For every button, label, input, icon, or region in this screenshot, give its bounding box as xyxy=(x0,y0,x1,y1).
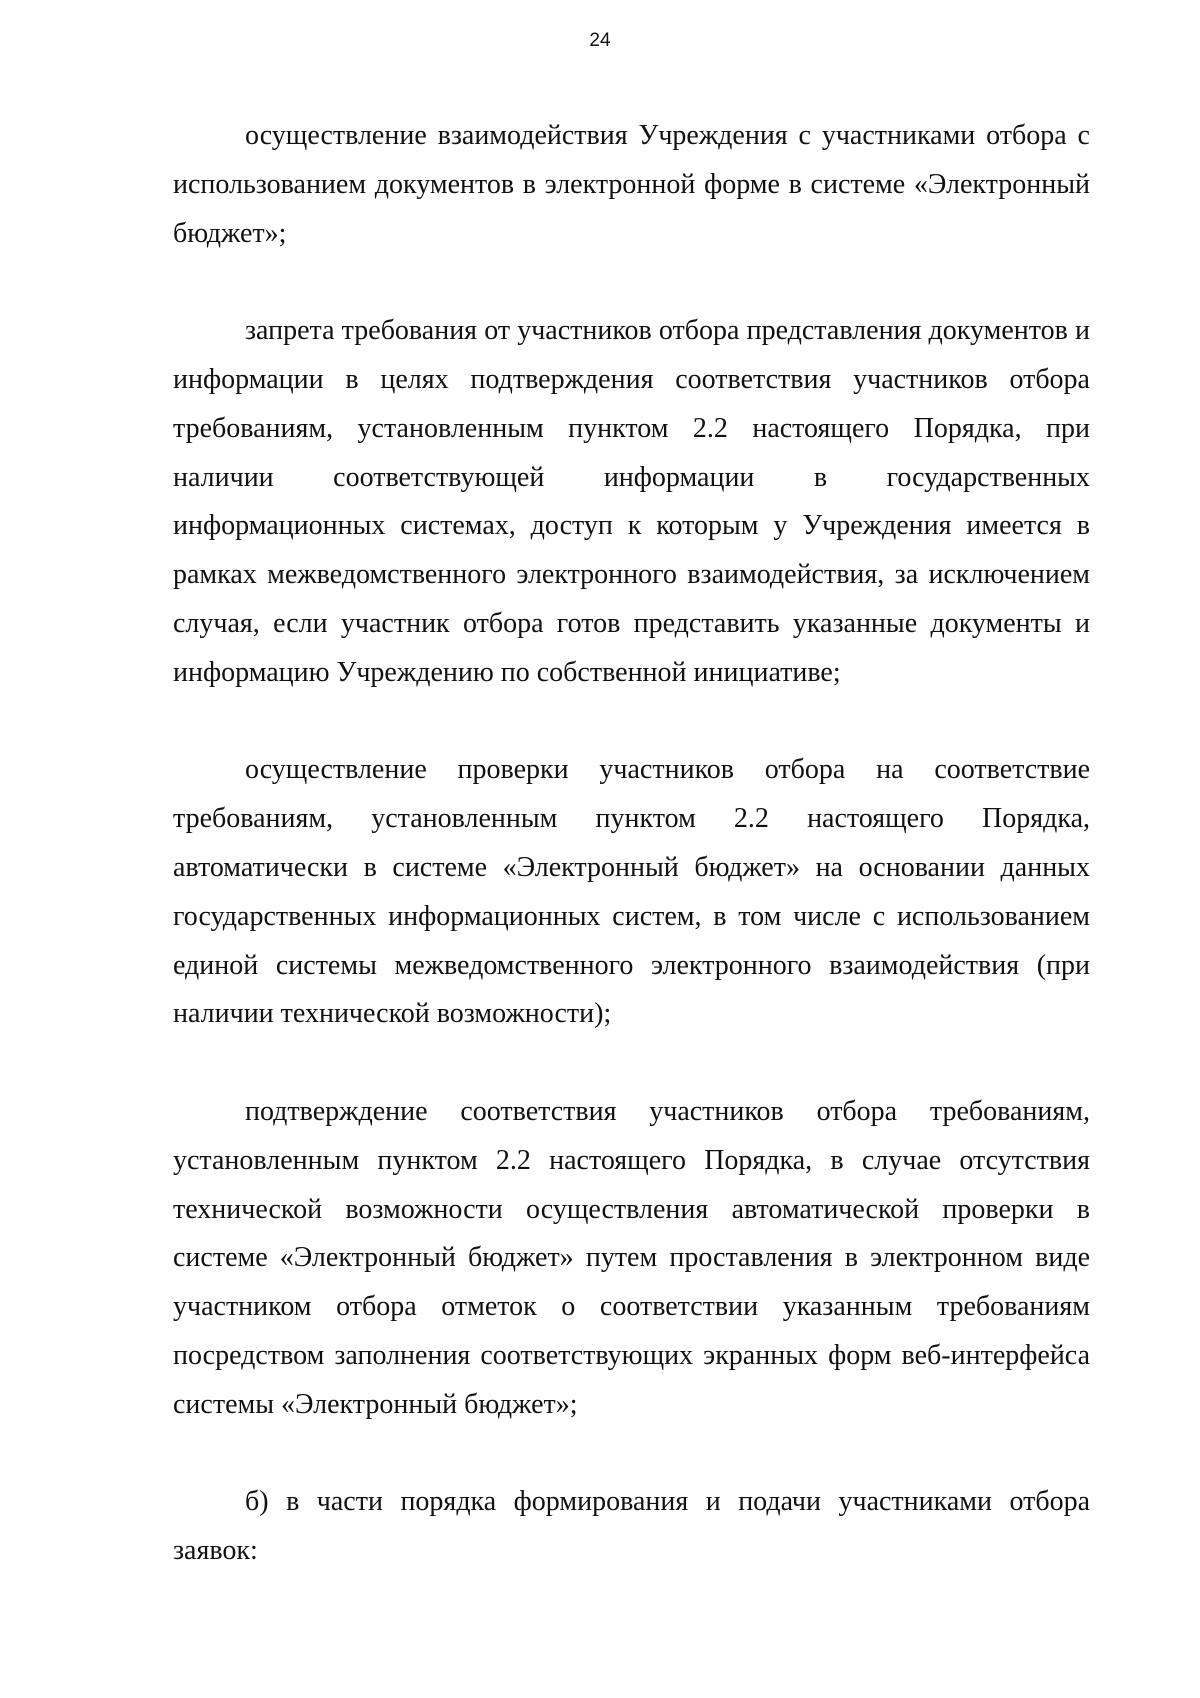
page-number: 24 xyxy=(589,30,611,51)
paragraph-applications: б) в части порядка формирования и подачи участниками отбора заявок: xyxy=(173,1486,1090,1567)
document-body xyxy=(173,112,1090,1576)
paragraph-interaction: осуществление взаимодействия Учреждения с участниками отбора с использованием документов в электронной форме в системе «Электронный бюджет»; xyxy=(173,120,1090,249)
paragraph-confirmation: подтверждение соответствия участников отбора требованиям, установленным пунктом 2.2 настоящего Порядка, в случае отсутствия технической возможности осуществления автоматической проверки в системе «Электронный бюджет» путем проставления в электронном виде участником отбора отметок о соответствии указанным требованиям посредством заполнения соответствующих экранных форм веб-интерфейса системы «Электронный бюджет»; xyxy=(173,1095,1090,1420)
paragraph-automatic-check: осуществление проверки участников отбора на соответствие требованиям, установленным пунктом 2.2 настоящего Порядка, автоматически в системе «Электронный бюджет» на основании данных государственных информационных систем, в том числе с использованием единой системы межведомственного электронного взаимодействия (при наличии технической возможности); xyxy=(173,754,1090,1030)
paragraph-prohibition: запрета требования от участников отбора представления документов и информации в целях подтверждения соответствия участников отбора требованиям, установленным пунктом 2.2 настоящего Порядка, при наличии соответствующей информации в государственных информационных системах, доступ к которым у Учреждения имеется в рамках межведомственного электронного взаимодействия, за исключением случая, если участник отбора готов представить указанные документы и информацию Учреждению по собственной инициативе; xyxy=(173,315,1090,688)
